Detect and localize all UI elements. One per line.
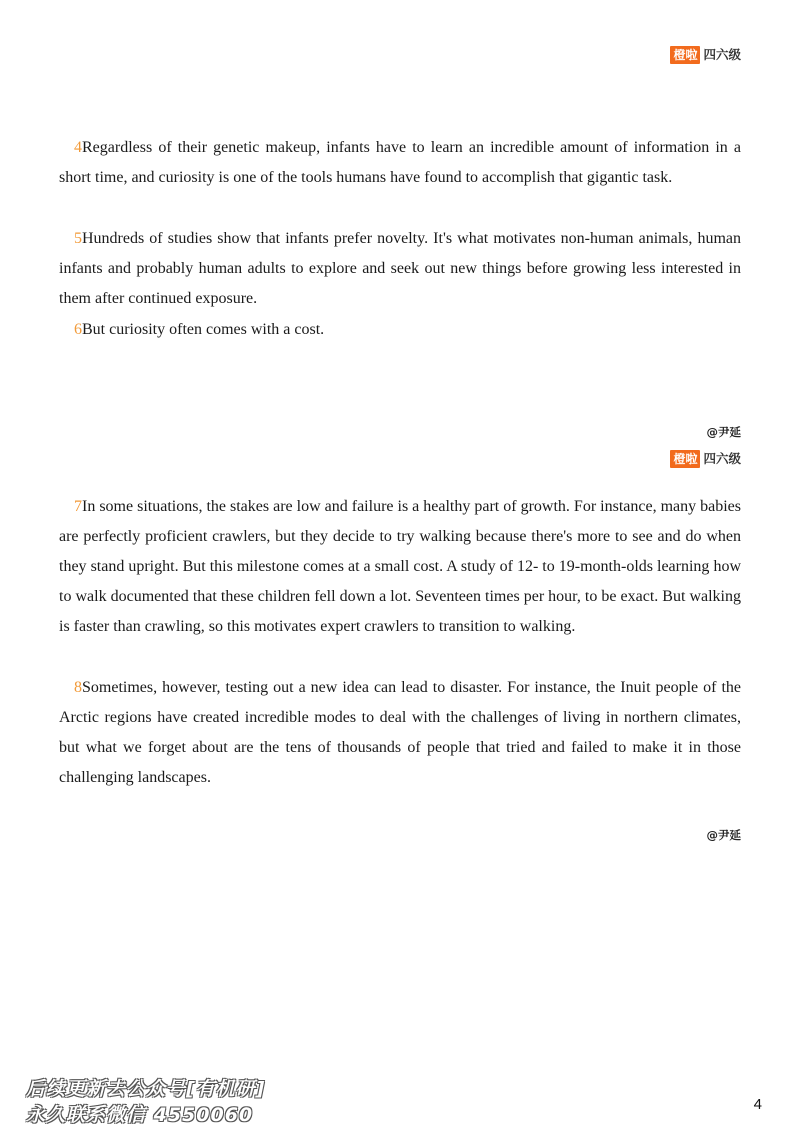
watermark-line-2: 永久联系微信 4550060: [26, 1104, 254, 1126]
paragraph-text: But curiosity often comes with a cost.: [82, 321, 325, 338]
author-credit: @尹延: [706, 828, 741, 842]
paragraph-4: [59, 133, 741, 193]
author-credit: @尹延: [706, 425, 741, 439]
paragraph-number: 4: [74, 139, 82, 156]
paragraph-text: Regardless of their genetic makeup, infants have to learn an incredible amount of information in a short time, and curiosity is one of the tools humans have found to accomplish that gigantic task.: [59, 139, 741, 186]
brand-grade: 四六级: [703, 47, 741, 62]
watermark-line-1: 后续更新去公众号[有机研]: [26, 1078, 266, 1100]
paragraph-7: [59, 492, 741, 642]
section-brand: [670, 450, 741, 468]
paragraph-text: Sometimes, however, testing out a new idea can lead to disaster. For instance, the Inuit people of the Arctic regions have created incredible modes to deal with the challenges of living in northern climates, but what we forget about are the tens of thousands of people that tried and failed to make it in those challenging landscapes.: [59, 679, 741, 786]
paragraph-text: In some situations, the stakes are low and failure is a healthy part of growth. For instance, many babies are perfectly proficient crawlers, but they decide to try walking because there's more to see and do when they stand upright. But this milestone comes at a small cost. A study of 12- to 19-month-olds learning how to walk documented that these children fell down a lot. Seventeen times per hour, to be exact. But walking is faster than crawling, so this motivates expert crawlers to transition to walking.: [59, 498, 741, 635]
brand-logo: 橙啦: [670, 450, 700, 468]
paragraph-8: [59, 673, 741, 793]
paragraph-5: [59, 224, 741, 314]
brand-logo: 橙啦: [670, 46, 700, 64]
brand-grade: 四六级: [703, 451, 741, 466]
paragraph-number: 6: [74, 321, 82, 338]
paragraph-text: Hundreds of studies show that infants prefer novelty. It's what motivates non-human animals, human infants and probably human adults to explore and seek out new things before growing less interested in them after continued exposure.: [59, 230, 741, 307]
paragraph-number: 8: [74, 679, 82, 696]
page-number: 4: [753, 1096, 762, 1113]
paragraph-number: 5: [74, 230, 82, 247]
paragraph-6: [59, 315, 741, 345]
paragraph-number: 7: [74, 498, 82, 515]
header-brand: [670, 46, 741, 64]
